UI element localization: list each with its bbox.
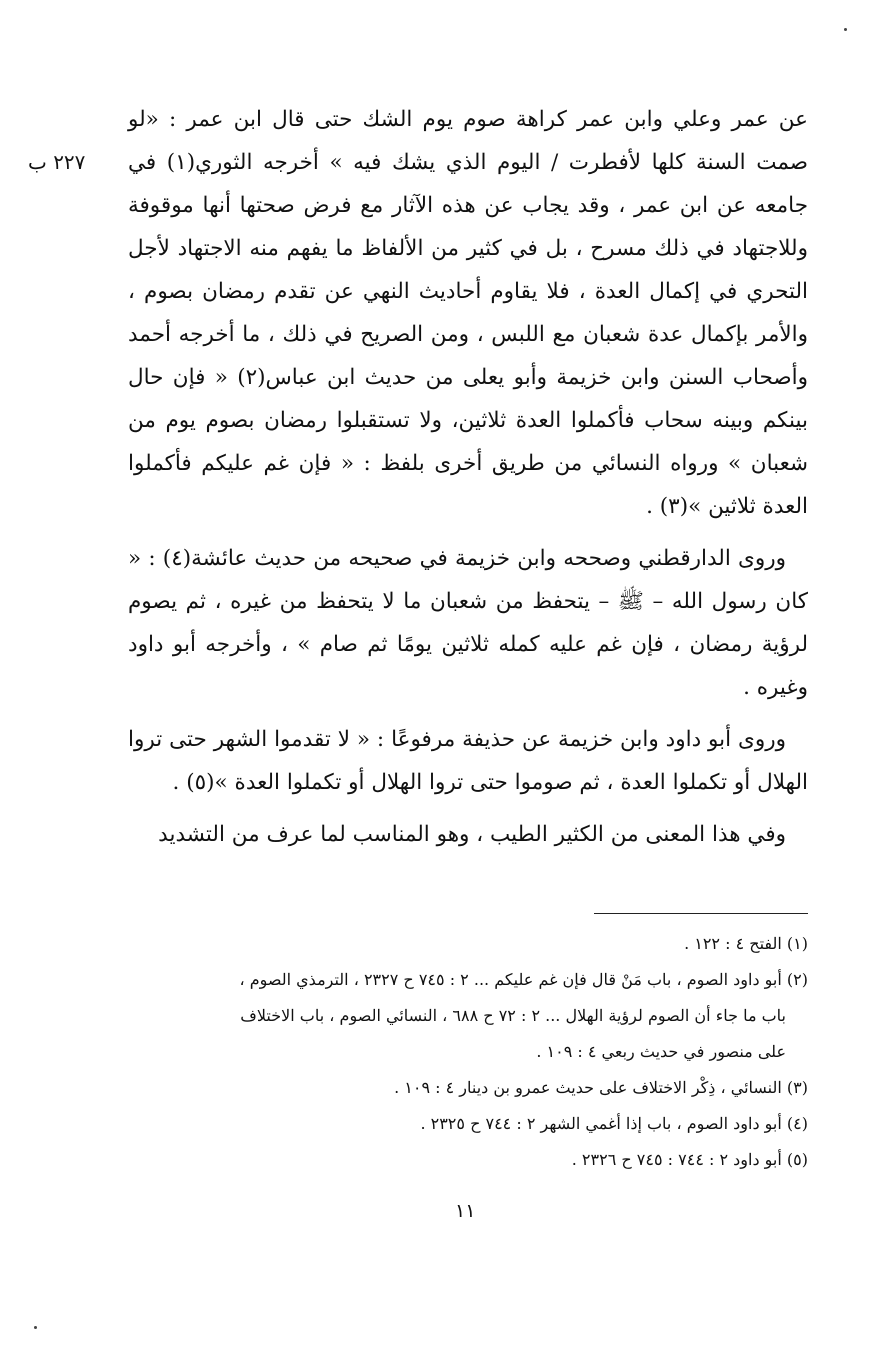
page-number: ١١ bbox=[455, 1200, 476, 1222]
footnote: (١) الفتح ٤ : ١٢٢ . bbox=[684, 934, 808, 953]
footnote: (٣) النسائي ، ذِكْر الاختلاف على حديث عمرو بن دينار ٤ : ١٠٩ . bbox=[394, 1078, 808, 1097]
paragraph: وفي هذا المعنى من الكثير الطيب ، وهو المناسب لما عرف من التشديد bbox=[158, 822, 786, 847]
scan-speck bbox=[34, 1326, 37, 1329]
scan-speck bbox=[844, 28, 847, 31]
manuscript-folio-note: ٢٢٧ ب bbox=[28, 150, 86, 174]
paragraph: وروى أبو داود وابن خزيمة عن حذيفة مرفوعًا : « لا تقدموا الشهر حتى تروا الهلال أو تكملوا العدة ، ثم صوموا حتى تروا الهلال أو تكملوا العدة »(٥) . bbox=[128, 727, 808, 795]
paragraph: وروى الدارقطني وصححه وابن خزيمة في صحيحه من حديث عائشة(٤) : « كان رسول الله – ﷺ – يتحفظ من شعبان ما لا يتحفظ من غيره ، ثم يصوم لرؤية رمضان ، فإن غم عليه كمله ثلاثين يومًا ثم صام » ، وأخرجه أبو داود وغيره . bbox=[128, 546, 808, 700]
paragraph: عن عمر وعلي وابن عمر كراهة صوم يوم الشك حتى قال ابن عمر : «لو صمت السنة كلها لأفطرت / اليوم الذي يشك فيه » أخرجه الثوري(١) في جامعه عن ابن عمر ، وقد يجاب عن هذه الآثار مع فرض صحتها أنها موقوفة وللاجتهاد في ذلك مسرح ، بل في كثير من الألفاظ ما يفهم منه الاجتهاد لأجل التحري في إكمال العدة ، فلا يقاوم أحاديث النهي عن تقدم رمضان بصوم ، والأمر بإكمال عدة شعبان مع اللبس ، ومن الصريح في ذلك ، ما أخرجه أحمد وأصحاب السنن وابن خزيمة وأبو يعلى من حديث ابن عباس(٢) « فإن حال بينكم وبينه سحاب فأكملوا العدة ثلاثين، ولا تستقبلوا رمضان بصوم يوم من شعبان » ورواه النسائي من طريق أخرى بلفظ : « فإن غم عليكم فأكملوا العدة ثلاثين »(٣) . bbox=[128, 107, 808, 519]
footnote: (٢) أبو داود الصوم ، باب مَنْ قال فإن غم عليكم ... ٢ : ٧٤٥ ح ٢٣٢٧ ، الترمذي الصوم ، bbox=[239, 970, 808, 989]
footnote-continuation: باب ما جاء أن الصوم لرؤية الهلال ... ٢ : ٧٢ ح ٦٨٨ ، النسائي الصوم ، باب الاختلاف bbox=[240, 1006, 786, 1025]
footnotes bbox=[150, 926, 808, 1178]
footnote-continuation: على منصور في حديث ربعي ٤ : ١٠٩ . bbox=[536, 1042, 786, 1061]
footnote-separator bbox=[594, 913, 808, 914]
main-text bbox=[128, 98, 808, 856]
footnote: (٤) أبو داود الصوم ، باب إذا أغمي الشهر ٢ : ٧٤٤ ح ٢٣٢٥ . bbox=[420, 1114, 808, 1133]
footnote: (٥) أبو داود ٢ : ٧٤٤ : ٧٤٥ ح ٢٣٢٦ . bbox=[571, 1150, 808, 1169]
